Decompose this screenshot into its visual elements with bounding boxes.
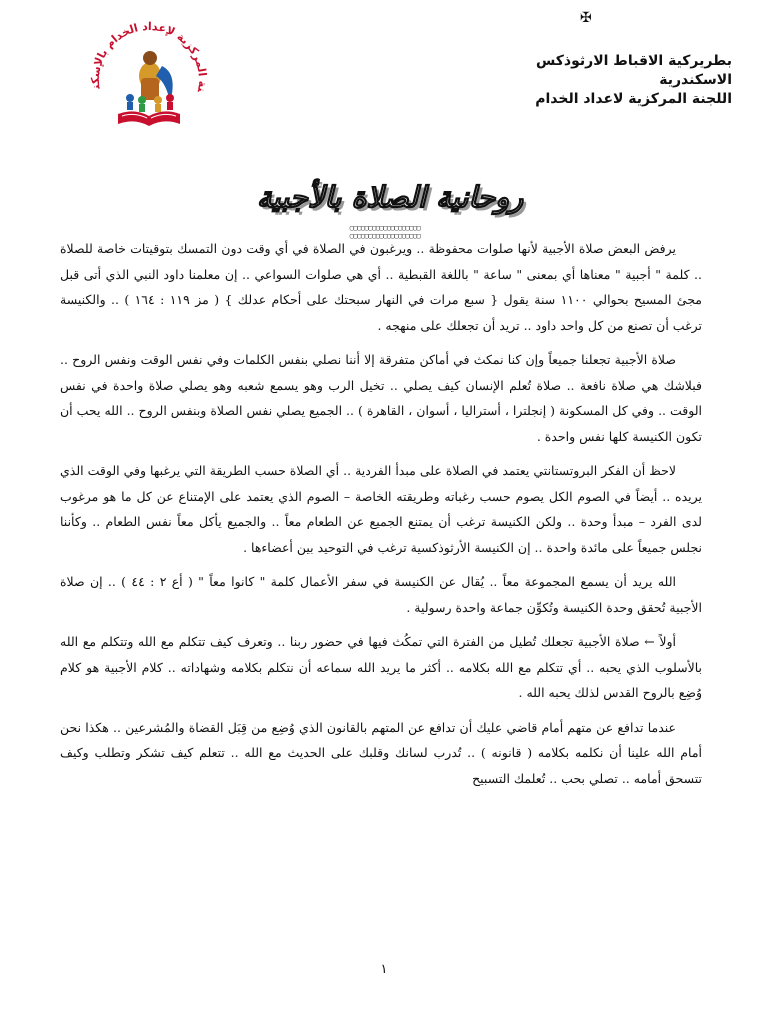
- paragraph-together: الله يريد أن يسمع المجموعة معاً .. يُقال عن الكنيسة في سفر الأعمال كلمة " كانوا معاً " ( أع ٢ : ٤٤ ) .. إن صلاة الأجبية تُحقق وحدة الكنيسة وتُكوِّن جماعة واحدة رسولية .: [60, 574, 702, 615]
- page-number: ١: [380, 962, 388, 977]
- letterhead: [452, 52, 732, 109]
- document-body: [60, 236, 702, 800]
- paragraph-first-point: أولاً ← صلاة الأجبية تجعلك تُطيل من الفترة التي تمكُث فيها في حضور ربنا .. وتعرف كيف تتكلم مع الله وتتكلم مع الله بالأسلوب الذي يحبه .. أي تتكلم مع الله بكلامه .. أكثر ما يريد الله سماعه أن نتكلم بكلامه وشهاداته .. كلام الأجبية هو كلام وُضِع بالروح القدس لذلك يحبه الله .: [60, 634, 702, 700]
- document-title: روحانية الصلاة بالأجبية: [256, 180, 524, 214]
- logo-arc-text: نة المركزية لإعداد الخدام بالإسكندرية: [88, 20, 210, 94]
- decoration-row: ▢▢▢▢▢▢▢▢▢▢▢▢▢▢▢▢▢▢▢: [349, 232, 421, 240]
- cross-symbol: ✠: [580, 10, 592, 26]
- header-line-city: الاسكندرية: [659, 72, 732, 88]
- header-line-patriarchate: بطريركية الاقباط الارثوذكس: [536, 53, 732, 69]
- paragraph-agpeya-meaning: يرفض البعض صلاة الأجبية لأنها صلوات محفوظة .. ويرغبون في الصلاة في أي وقت دون التمسك بتوقيتات خاصة للصلاة .. كلمة " أجبية " معناها أي بمعنى " ساعة " باللغة القبطية .. أي هي صلوات السواعي .. إن معلمنا داود النبي الذي أتى قبل مجئ المسيح بحوالي ١١٠٠ سنة يقول { سبع مرات في النهار سبحتك على أحكام عدلك } ( مز ١١٩ : ١٦٤ ) .. والكنيسة ترغب أن تصنع من كل واحد داود .. تريد أن تجعلك على منهجه .: [60, 241, 702, 333]
- committee-logo: [86, 18, 212, 136]
- paragraph-protestant-thought: لاحظ أن الفكر البروتستانتي يعتمد في الصلاة على مبدأ الفردية .. أي الصلاة حسب الطريقة التي يرغبها وفي الوقت الذي يريده .. أيضاً في الصوم الكل يصوم حسب رغباته وطريقته الخاصة – الصوم الذي يعتمد على الإمتناع عن كل ما هو مرغوب لدى الفرد – مبدأ وحدة .. ولكن الكنيسة ترغب أن يمتنع الجميع عن الطعام معاً .. والجميع يأكل معاً نفس الطعام .. وكأننا نجلس جميعاً على مائدة واحدة .. إن الكنيسة الأرثوذكسية ترغب في التوحيد بين أعضاءها .: [60, 463, 702, 555]
- decoration-row: ▢▢▢▢▢▢▢▢▢▢▢▢▢▢▢▢▢▢▢: [349, 224, 421, 232]
- paragraph-unity-in-prayer: صلاة الأجبية تجعلنا جميعاً وإن كنا نمكث في أماكن متفرقة إلا أننا نصلي بنفس الكلمات وفي نفس الوقت ونفس الروح .. فبلاشك هي صلاة نافعة .. صلاة تُعلم الإنسان كيف يصلي .. تخيل الرب وهو يسمع شعبه وهو يصلي صلاة واحدة في نفس الوقت .. وفي كل المسكونة ( إنجلترا ، أستراليا ، أسوان ، القاهرة ) .. الجميع يصلي نفس الصلاة وبنفس الروح .. الله يحب أن تكون الكنيسة كلها نفس واحدة .: [60, 352, 702, 444]
- paragraph-judge-analogy: عندما تدافع عن متهم أمام قاضي عليك أن تدافع عن المتهم بالقانون الذي وُضِع من قِبَل القضاة والمُشرعين .. هكذا نحن أمام الله علينا أن نكلمه بكلامه ( قانونه ) .. تُدرب لسانك وقلبك على الحديث مع الله .. تتعلم كيف تشكر وتطلب وكيف تتسحق أمامه .. تصلي بحب .. تُعلمك التسبيح: [60, 719, 702, 786]
- logo-emblem-icon: [86, 18, 212, 136]
- header-line-committee: اللجنة المركزية لاعداد الخدام: [535, 91, 732, 107]
